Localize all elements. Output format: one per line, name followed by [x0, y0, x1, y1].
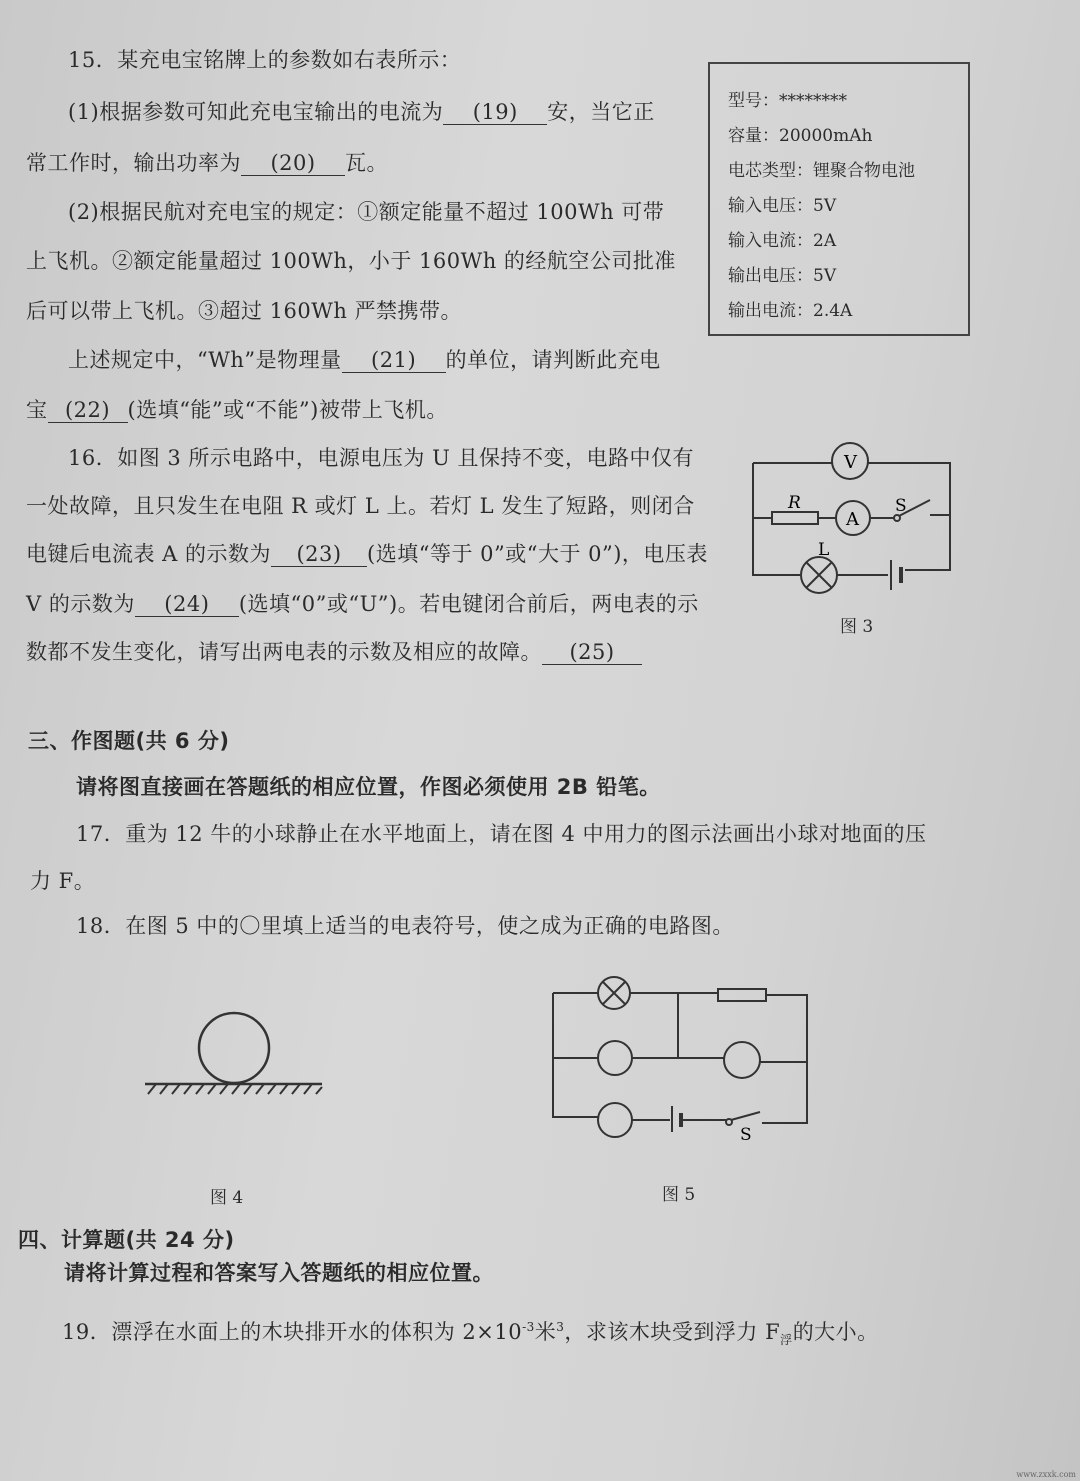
spec-output-current: 输出电流：2.4A [728, 301, 853, 321]
section-3-title: 三、作图题(共 6 分) [28, 729, 230, 753]
q15-line: 上飞机。②额定能量超过 100Wh，小于 160Wh 的经航空公司批准 [26, 249, 676, 273]
figure-5-caption: 图 5 [662, 1185, 696, 1205]
figure-3-caption: 图 3 [840, 617, 874, 637]
q16-line: 16．如图 3 所示电路中，电源电压为 U 且保持不变，电路中仅有 [68, 446, 694, 470]
nameplate-table [708, 62, 970, 336]
lamp-label: L [818, 540, 830, 560]
q15-line: 上述规定中，“Wh”是物理量 (21) 的单位，请判断此充电 [68, 348, 661, 372]
figure-5-circuit [540, 970, 820, 1170]
q15-line: (2)根据民航对充电宝的规定：①额定能量不超过 100Wh 可带 [68, 200, 665, 224]
section-4-title: 四、计算题(共 24 分) [18, 1228, 235, 1252]
blank-19[interactable]: (19) [443, 100, 547, 125]
ammeter-label: A [846, 509, 859, 530]
figure-4-ball-on-ground [140, 1010, 330, 1100]
spec-output-voltage: 输出电压：5V [728, 266, 837, 286]
figure-4-caption: 图 4 [210, 1188, 244, 1208]
blank-20[interactable]: (20) [241, 151, 345, 176]
blank-23[interactable]: (23) [271, 542, 367, 567]
switch-label: S [895, 496, 907, 516]
section-3-note: 请将图直接画在答题纸的相应位置，作图必须使用 2B 铅笔。 [76, 775, 661, 799]
spec-input-voltage: 输入电压：5V [728, 196, 837, 216]
q17-line: 17．重为 12 牛的小球静止在水平地面上，请在图 4 中用力的图示法画出小球对地面的压 [76, 822, 927, 846]
q18-text: 18．在图 5 中的〇里填上适当的电表符号，使之成为正确的电路图。 [76, 914, 734, 938]
blank-22[interactable]: (22) [48, 398, 128, 423]
q15-line: (1)根据参数可知此充电宝输出的电流为 (19) 安，当它正 [68, 100, 655, 124]
spec-cell-type: 电芯类型：锂聚合物电池 [728, 161, 915, 181]
q15-line: 常工作时，输出功率为 (20) 瓦。 [26, 151, 388, 175]
spec-model: 型号：******** [728, 91, 847, 111]
q16-line: V 的示数为 (24) (选填“0”或“U”)。若电键闭合前后，两电表的示 [26, 592, 699, 616]
blank-24[interactable]: (24) [135, 592, 239, 617]
blank-25[interactable]: (25) [542, 640, 642, 665]
q16-line: 一处故障，且只发生在电阻 R 或灯 L 上。若灯 L 发生了短路，则闭合 [26, 494, 695, 518]
q16-line: 数都不发生变化，请写出两电表的示数及相应的故障。 (25) [26, 636, 642, 666]
q15-title: 15．某充电宝铭牌上的参数如右表所示： [68, 48, 462, 72]
q15-line: 宝 (22) (选填“能”或“不能”)被带上飞机。 [26, 398, 448, 422]
figure-3-circuit [740, 430, 960, 640]
spec-capacity: 容量：20000mAh [728, 126, 873, 146]
section-4-note: 请将计算过程和答案写入答题纸的相应位置。 [64, 1261, 494, 1285]
resistor-label: R [788, 493, 801, 513]
spec-input-current: 输入电流：2A [728, 231, 837, 251]
voltmeter-label: V [844, 452, 857, 473]
q15-line: 后可以带上飞机。③超过 160Wh 严禁携带。 [26, 299, 463, 323]
q17-line: 力 F。 [30, 869, 96, 893]
q19-text: 19．漂浮在水面上的木块排开水的体积为 $2\times 10^{-3}$米$^3$，求该木块受到浮力 $F_浮$的大小。 [62, 1320, 879, 1348]
watermark: www.zxxk.com [1016, 1470, 1076, 1479]
q16-line: 电键后电流表 A 的示数为 (23) (选填“等于 0”或“大于 0”)，电压表 [26, 542, 708, 566]
switch-label: S [740, 1125, 752, 1145]
blank-21[interactable]: (21) [342, 348, 446, 373]
